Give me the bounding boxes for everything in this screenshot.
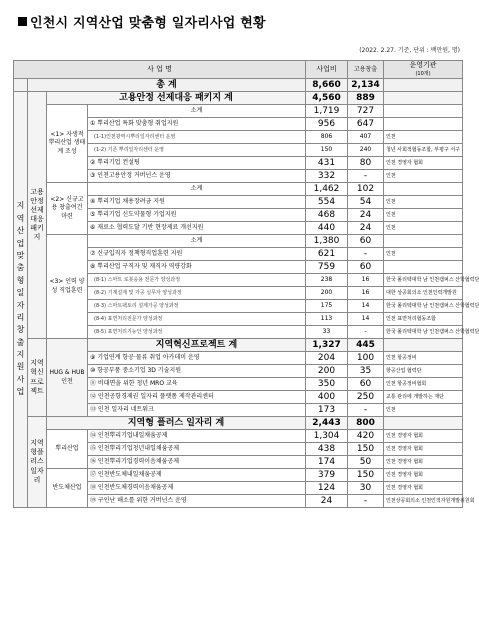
header-row xyxy=(14,61,463,79)
jobs-value: - xyxy=(348,495,384,508)
operator-name: 대한 상공회의소 인천인력개발원 xyxy=(384,287,463,300)
subtotal-jobs: 727 xyxy=(348,105,384,118)
jobs-value: 16 xyxy=(348,274,384,287)
jobs-value: - xyxy=(348,404,384,417)
jobs-value: 100 xyxy=(348,352,384,365)
operator-name: 인천 xyxy=(384,196,463,209)
operator-name xyxy=(384,118,463,131)
table-body xyxy=(14,60,479,508)
jobs-value: 150 xyxy=(348,443,384,456)
table-row xyxy=(14,430,463,443)
table-row xyxy=(14,183,463,196)
total-label: 총 계 xyxy=(28,79,306,92)
project-name: ④ 뿌리기업 채용장려금 지원 xyxy=(88,196,306,209)
project-name: (8-3) 스마트팩토리 설계가공 양성과정 xyxy=(88,300,306,313)
budget-value: 438 xyxy=(306,443,348,456)
budget-value: 204 xyxy=(306,352,348,365)
header-operator: 운영기관 (10개) xyxy=(384,61,463,79)
subtotal-budget: 1,462 xyxy=(306,183,348,196)
jobs-value: 240 xyxy=(348,144,384,157)
project-name: ⑭ 인천뿌리기업내일채움공제 xyxy=(88,430,306,443)
budget-value: 200 xyxy=(306,287,348,300)
project-name: ⑰ 인천반도체내일채움공제 xyxy=(88,469,306,482)
budget-value: 1,304 xyxy=(306,430,348,443)
budget-value: 759 xyxy=(306,261,348,274)
section3-total-jobs: 800 xyxy=(348,417,384,430)
project-name: ⑧ 뿌리산업 구직자 및 재직자 역량강화 xyxy=(88,261,306,274)
operator-name: 인천 경영자 협회 xyxy=(384,443,463,456)
table-row xyxy=(14,92,463,105)
budget-value: 124 xyxy=(306,482,348,495)
table-row xyxy=(14,105,463,118)
jobs-value: 80 xyxy=(348,157,384,170)
budget-value: 350 xyxy=(306,378,348,391)
group-name: 반도체산업 xyxy=(47,469,88,508)
table-row xyxy=(14,79,463,92)
table-row xyxy=(14,339,463,352)
total-operator xyxy=(384,79,463,92)
project-name: ⑲ 구인난 해소를 위한 거버넌스 운영 xyxy=(88,495,306,508)
project-name: ⑦ 신규입직자 정책형직업훈련 지원 xyxy=(88,248,306,261)
subtotal-jobs: 60 xyxy=(348,235,384,248)
group-name: 뿌리산업 xyxy=(47,430,88,469)
subtotal-operator xyxy=(384,235,463,248)
jobs-value: 50 xyxy=(348,456,384,469)
project-name: ⑬ 인천 일자리 네트워크 xyxy=(88,404,306,417)
operator-name: 인천 xyxy=(384,248,463,261)
operator-name: 교통 관리에 개발하는 재단 xyxy=(384,391,463,404)
subtotal-label: 소계 xyxy=(88,105,306,118)
budget-value: 956 xyxy=(306,118,348,131)
operator-name: 인천상공회의소 인천인적자원개발위원회 xyxy=(384,495,463,508)
project-name: ⑥ 재료소 협력도달 기반 현장제료 개선지원 xyxy=(88,222,306,235)
project-name: (8-1) 스마트 로봇응용 전문가 양성과정 xyxy=(88,274,306,287)
section3-total-operator xyxy=(384,417,463,430)
operator-name: 인천 항공정비협회 xyxy=(384,378,463,391)
operator-name: 인천 xyxy=(384,209,463,222)
jobs-value: 24 xyxy=(348,222,384,235)
subtotal-jobs: 102 xyxy=(348,183,384,196)
subtotal-label: 소계 xyxy=(88,183,306,196)
operator-name: 인천 경영자 협회 xyxy=(384,157,463,170)
project-name: (8-2) 기계설계 및 가공 실무자 양성과정 xyxy=(88,287,306,300)
budget-value: 173 xyxy=(306,404,348,417)
jobs-value: 14 xyxy=(348,313,384,326)
section1-vertical-label: 고용안정선제대응패키지 xyxy=(28,92,47,339)
jobs-value: 35 xyxy=(348,365,384,378)
section1-total-operator xyxy=(384,92,463,105)
operator-name: 항공산업 협력단 xyxy=(384,365,463,378)
jobs-value: 16 xyxy=(348,287,384,300)
side-title: 지역산업맞춤형일자리창출지원사업 xyxy=(14,92,28,508)
operator-name: 인천 xyxy=(384,222,463,235)
budget-value: 174 xyxy=(306,456,348,469)
operator-name: 인천 항공정비 xyxy=(384,352,463,365)
project-name: ⑤ 뿌리기업 신도약물형 기업지원 xyxy=(88,209,306,222)
jobs-value: 30 xyxy=(348,482,384,495)
budget-value: 332 xyxy=(306,170,348,183)
jobs-value: 250 xyxy=(348,391,384,404)
section3-total-budget: 2,443 xyxy=(306,417,348,430)
operator-name: 한국 폴리텍대학 남 인천캠퍼스 산학협력단 xyxy=(384,300,463,313)
table-row xyxy=(14,235,463,248)
section2-total-budget: 1,327 xyxy=(306,339,348,352)
header-project: 사 업 명 xyxy=(14,61,306,79)
project-name: (1-2) 기존 뿌리일자리센터 운영 xyxy=(88,144,306,157)
header-budget: 사업비 xyxy=(306,61,348,79)
project-name: ⑱ 인천반도체경력이음채움공제 xyxy=(88,482,306,495)
operator-name: 인천 경영자 협회 xyxy=(384,469,463,482)
section1-total-jobs: 889 xyxy=(348,92,384,105)
project-name: ⑪ 비대면을 위한 청년 MRO 교육 xyxy=(88,378,306,391)
section1-total-budget: 4,560 xyxy=(306,92,348,105)
section2-total-label: 지역혁신프로젝트 계 xyxy=(88,339,306,352)
section3-total-label: 지역형 플러스 일자리 계 xyxy=(47,417,306,430)
jobs-value: 54 xyxy=(348,196,384,209)
jobs-value: 150 xyxy=(348,469,384,482)
section2-group-name: HUG & HUB 인천 xyxy=(47,339,88,417)
jobs-value: - xyxy=(348,326,384,339)
jobs-value: 24 xyxy=(348,209,384,222)
project-name: ① 뿌리산업 특화 맞춤형 취업지원 xyxy=(88,118,306,131)
subtotal-operator xyxy=(384,105,463,118)
operator-name xyxy=(384,261,463,274)
jobs-value: - xyxy=(348,170,384,183)
document-title: 인천시 지역산업 맞춤형 일자리사업 현황 xyxy=(18,12,266,31)
jobs-value: 14 xyxy=(348,300,384,313)
section3-vertical-label: 지역형플러스일자리 xyxy=(28,417,47,508)
budget-value: 379 xyxy=(306,469,348,482)
project-name: ⑩ 항공부품 중소기업 3D 기술지원 xyxy=(88,365,306,378)
jobs-value: 407 xyxy=(348,131,384,144)
project-name: ⑯ 인천뿌리기업경력이음채움공제 xyxy=(88,456,306,469)
project-name: (8-4) 표면처리전문가 양성과정 xyxy=(88,313,306,326)
operator-name: 한국 폴리텍대학 남 인천캠퍼스 산학협력단 xyxy=(384,274,463,287)
jobs-value: 60 xyxy=(348,378,384,391)
budget-value: 440 xyxy=(306,222,348,235)
subtotal-operator xyxy=(384,183,463,196)
project-name: ⑮ 인천뿌리기업청년내일채움공제 xyxy=(88,443,306,456)
jobs-value: 420 xyxy=(348,430,384,443)
budget-value: 150 xyxy=(306,144,348,157)
program-table xyxy=(13,60,479,508)
budget-value: 200 xyxy=(306,365,348,378)
operator-name: 한국 폴리텍대학 남 인천캠퍼스 산학협력단 xyxy=(384,326,463,339)
project-name: ③ 인천고용안정 거버넌스 운영 xyxy=(88,170,306,183)
project-name: ⑨ 기업연계 항공·물류 취업 아카데미 운영 xyxy=(88,352,306,365)
header-jobs: 고용창출 xyxy=(348,61,384,79)
operator-name: 청년 사회적협동조합, 부평구 서구 xyxy=(384,144,463,157)
total-jobs: 2,134 xyxy=(348,79,384,92)
operator-name: 인천 xyxy=(384,170,463,183)
project-name: ⑫ 인천공항경제권 일자리 플랫폼 제작관리센터 xyxy=(88,391,306,404)
operator-name: 인천 xyxy=(384,404,463,417)
project-name: (8-5) 표면처리기능인 양성과정 xyxy=(88,326,306,339)
total-budget: 8,660 xyxy=(306,79,348,92)
group-name: <2> 신규고용 창출여건 마련 xyxy=(47,183,88,235)
operator-name: 인천 xyxy=(384,131,463,144)
unit-note: (2022. 2.27. 기준, 단위 : 백만원, 명) xyxy=(359,47,460,54)
table-row xyxy=(14,469,463,482)
project-name: ② 뿌리기업 컨설팅 xyxy=(88,157,306,170)
budget-value: 554 xyxy=(306,196,348,209)
jobs-value: 647 xyxy=(348,118,384,131)
budget-value: 175 xyxy=(306,300,348,313)
subtotal-label: 소계 xyxy=(88,235,306,248)
operator-name: 인천 표면처리협동조합 xyxy=(384,313,463,326)
budget-value: 431 xyxy=(306,157,348,170)
section1-total-label: 고용안정 선제대응 패키지 계 xyxy=(47,92,306,105)
budget-value: 24 xyxy=(306,495,348,508)
budget-value: 621 xyxy=(306,248,348,261)
budget-value: 113 xyxy=(306,313,348,326)
square-bullet-icon xyxy=(18,17,27,26)
side-blank xyxy=(14,79,28,92)
jobs-value: 60 xyxy=(348,261,384,274)
project-name: (1-1)인천광역시뿌리일자리센터 운영 xyxy=(88,131,306,144)
budget-value: 33 xyxy=(306,326,348,339)
group-name: <1> 자생적 뿌리산업 생태계 조성 xyxy=(47,105,88,183)
budget-value: 400 xyxy=(306,391,348,404)
budget-value: 238 xyxy=(306,274,348,287)
group-name: <3> 인력 양성 직업훈련 xyxy=(47,235,88,339)
operator-name: 인천 경영자 협회 xyxy=(384,456,463,469)
section2-total-jobs: 445 xyxy=(348,339,384,352)
subtotal-budget: 1,380 xyxy=(306,235,348,248)
subtotal-budget: 1,719 xyxy=(306,105,348,118)
operator-name: 인천 경영자 협회 xyxy=(384,430,463,443)
jobs-value: - xyxy=(348,248,384,261)
table-row xyxy=(14,417,463,430)
budget-value: 806 xyxy=(306,131,348,144)
section2-total-operator xyxy=(384,339,463,352)
budget-value: 468 xyxy=(306,209,348,222)
section2-vertical-label: 지역혁신프로젝트 xyxy=(28,339,47,417)
operator-name: 인천 경영자 협회 xyxy=(384,482,463,495)
